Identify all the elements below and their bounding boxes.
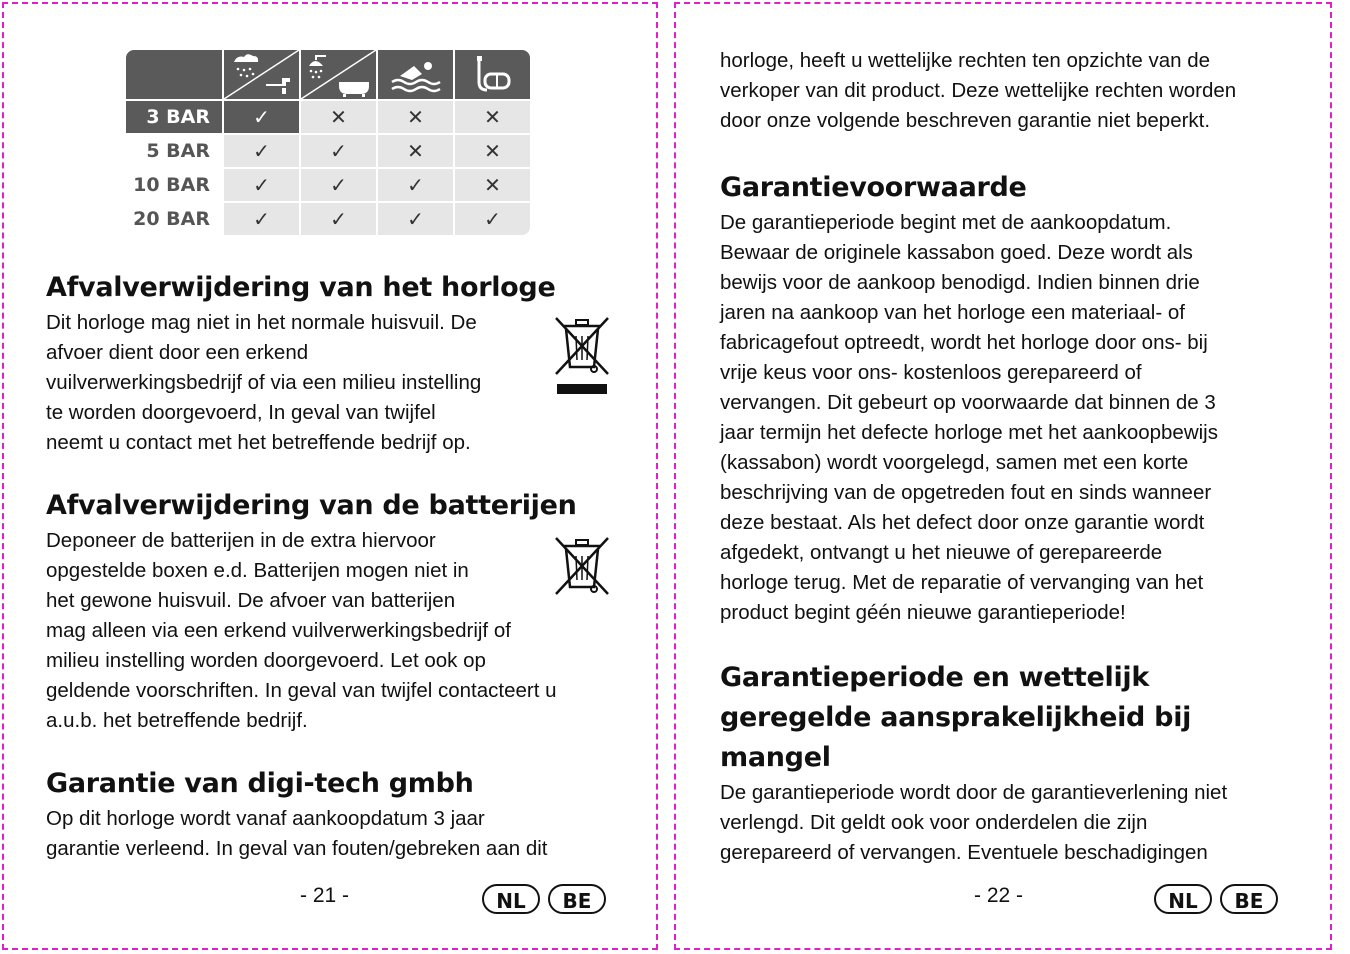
page-number: - 21 - xyxy=(300,884,350,907)
paragraph-line: De garantieperiode wordt door de garantieverlening niet xyxy=(720,781,1228,804)
table-row xyxy=(126,203,530,235)
crossed-out-bin-icon xyxy=(552,534,612,598)
shower-and-bath-icon xyxy=(301,50,376,99)
cross-mark: ✕ xyxy=(455,169,530,201)
paragraph-line: fabricagefout optreedt, wordt het horloge door ons- bij xyxy=(720,331,1208,354)
paragraph-line: door onze volgende beschreven garantie niet beperkt. xyxy=(720,109,1211,132)
section-heading: Afvalverwijdering van het horloge xyxy=(46,272,556,303)
language-badge-be: BE xyxy=(1220,884,1278,914)
cross-mark: ✕ xyxy=(378,101,453,133)
paragraph-line: Op dit horloge wordt vanaf aankoopdatum 3 jaar xyxy=(46,807,485,830)
language-badge-nl: NL xyxy=(482,884,540,914)
check-mark: ✓ xyxy=(455,203,530,235)
paragraph-line: deze bestaat. Als het defect door onze garantie wordt xyxy=(720,511,1205,534)
table-header-corner xyxy=(126,50,222,99)
paragraph-line: De garantieperiode begint met de aankoopdatum. xyxy=(720,211,1172,234)
crossed-out-bin-icon xyxy=(552,314,612,396)
pressure-label: 10 BAR xyxy=(133,174,210,196)
check-mark: ✓ xyxy=(224,101,299,133)
section-watch-disposal xyxy=(46,268,626,458)
table-row xyxy=(126,101,530,133)
paragraph-line: verlengd. Dit geldt ook voor onderdelen die zijn xyxy=(720,811,1148,834)
pressure-label: 20 BAR xyxy=(133,208,210,230)
paragraph-line: horloge terug. Met de reparatie of vervanging van het xyxy=(720,571,1204,594)
section-heading: Garantieperiode en wettelijk xyxy=(720,662,1150,693)
section-warranty-period xyxy=(720,658,1300,868)
paragraph-line: neemt u contact met het betreffende bedrijf op. xyxy=(46,431,471,454)
check-mark: ✓ xyxy=(301,203,376,235)
paragraph-line: te worden doorgevoerd, In geval van twijfel xyxy=(46,401,436,424)
table-header-row xyxy=(126,50,530,99)
snorkel-icon xyxy=(455,50,530,99)
paragraph-line: het gewone huisvuil. De afvoer van batterijen xyxy=(46,589,456,612)
section-heading: geregelde aansprakelijkheid bij xyxy=(720,702,1192,733)
table-row xyxy=(126,169,530,201)
check-mark: ✓ xyxy=(378,169,453,201)
section-battery-disposal xyxy=(46,486,626,736)
swimming-icon xyxy=(378,50,453,99)
language-badge-be: BE xyxy=(548,884,606,914)
paragraph-line: a.u.b. het betreffende bedrijf. xyxy=(46,709,308,732)
pressure-label: 5 BAR xyxy=(146,140,210,162)
paragraph-line: afgedekt, ontvangt u het nieuwe of gerepareerde xyxy=(720,541,1163,564)
check-mark: ✓ xyxy=(224,135,299,167)
right-text-block xyxy=(720,46,1300,868)
left-text-block xyxy=(46,268,626,864)
paragraph-line: verkoper van dit product. Deze wettelijke rechten worden xyxy=(720,79,1237,102)
paragraph-line: gerepareerd of vervangen. Eventuele beschadigingen xyxy=(720,841,1208,864)
right-page xyxy=(674,2,1332,950)
paragraph-line: product begint géén nieuwe garantieperiode! xyxy=(720,601,1126,624)
paragraph-line: milieu instelling worden doorgevoerd. Let ook op xyxy=(46,649,486,672)
check-mark: ✓ xyxy=(301,169,376,201)
table-row xyxy=(126,135,530,167)
section-warranty xyxy=(46,764,626,864)
paragraph-line: opgestelde boxen e.d. Batterijen mogen niet in xyxy=(46,559,469,582)
check-mark: ✓ xyxy=(224,169,299,201)
warranty-intro xyxy=(720,46,1300,136)
paragraph-line: beschrijving van de opgetreden fout en sinds wanneer xyxy=(720,481,1212,504)
page-number: - 22 - xyxy=(974,884,1024,907)
rain-and-tap-icon xyxy=(224,50,299,99)
check-mark: ✓ xyxy=(378,203,453,235)
left-page xyxy=(2,2,658,950)
language-badge-nl: NL xyxy=(1154,884,1212,914)
paragraph-line: afvoer dient door een erkend xyxy=(46,341,309,364)
paragraph-line: Dit horloge mag niet in het normale huisvuil. De xyxy=(46,311,477,334)
section-warranty-conditions xyxy=(720,168,1300,628)
paragraph-line: Deponeer de batterijen in de extra hiervoor xyxy=(46,529,436,552)
cross-mark: ✕ xyxy=(301,101,376,133)
paragraph-line: jaar termijn het defecte horloge met het aankoopbewijs xyxy=(720,421,1218,444)
paragraph-line: vuilverwerkingsbedrijf of via een milieu instelling xyxy=(46,371,482,394)
water-resistance-table xyxy=(124,48,532,237)
section-heading: mangel xyxy=(720,742,831,773)
paragraph-line: Bewaar de originele kassabon goed. Deze wordt als xyxy=(720,241,1193,264)
paragraph-line: garantie verleend. In geval van fouten/gebreken aan dit xyxy=(46,837,548,860)
paragraph-line: (kassabon) wordt voorgelegd, samen met een korte xyxy=(720,451,1189,474)
cross-mark: ✕ xyxy=(455,101,530,133)
paragraph-line: bewijs voor de aankoop benodigd. Indien binnen drie xyxy=(720,271,1200,294)
section-heading: Afvalverwijdering van de batterijen xyxy=(46,490,577,521)
paragraph-line: vervangen. Dit gebeurt op voorwaarde dat binnen de 3 xyxy=(720,391,1216,414)
paragraph-line: geldende voorschriften. In geval van twijfel contacteert u xyxy=(46,679,557,702)
pressure-label: 3 BAR xyxy=(126,101,222,133)
paragraph-line: jaren na aankoop van het horloge een materiaal- of xyxy=(720,301,1185,324)
section-heading: Garantie van digi-tech gmbh xyxy=(46,768,474,799)
paragraph-line: mag alleen via een erkend vuilverwerkingsbedrijf of xyxy=(46,619,511,642)
cross-mark: ✕ xyxy=(455,135,530,167)
cross-mark: ✕ xyxy=(378,135,453,167)
paragraph-line: vrije keus voor ons- kostenloos gerepareerd of xyxy=(720,361,1142,384)
check-mark: ✓ xyxy=(301,135,376,167)
paragraph-line: horloge, heeft u wettelijke rechten ten opzichte van de xyxy=(720,49,1211,72)
section-heading: Garantievoorwaarde xyxy=(720,172,1027,203)
check-mark: ✓ xyxy=(224,203,299,235)
